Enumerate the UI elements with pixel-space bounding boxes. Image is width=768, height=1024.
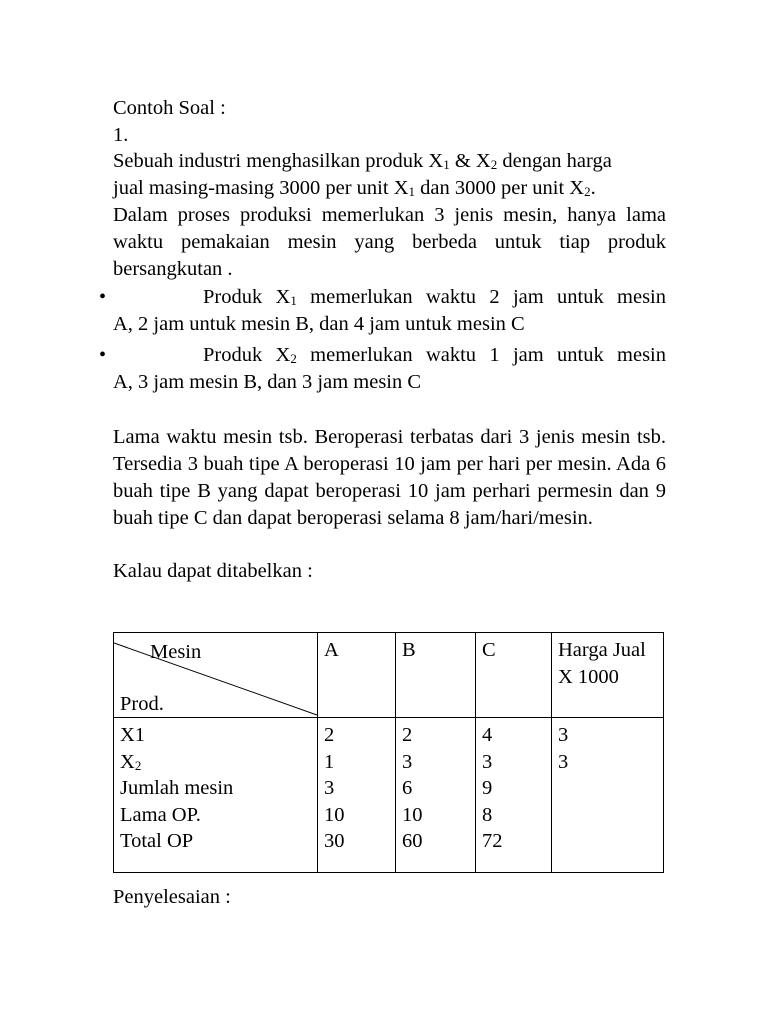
corner-label-prod: Prod.: [120, 693, 164, 715]
para4: Kalau dapat ditabelkan :: [113, 560, 313, 582]
header-price: Harga Jual X 1000: [552, 633, 664, 718]
problem-number: 1.: [113, 124, 129, 146]
header-b: B: [396, 633, 476, 718]
machine-table: [113, 632, 664, 873]
header-a: A: [318, 633, 396, 718]
heading: Contoh Soal :: [113, 97, 226, 119]
solution-heading: Penyelesaian :: [113, 886, 231, 908]
col-price-values: 3 3: [552, 718, 664, 873]
col-b-values: 2 3 6 10 60: [396, 718, 476, 873]
corner-cell: [114, 633, 318, 718]
bullet-2-marker: •: [99, 344, 107, 366]
para3: Lama waktu mesin tsb. Beroperasi terbatas dari 3 jenis mesin tsb. Tersedia 3 buah tipe A beroperasi 10 jam per hari per mesin. Ada 6 buah tipe B yang dapat beroperasi 10 jam perhari permesin dan 9 buah tipe C dan dapat beroperasi selama 8 jam/hari/mesin.: [113, 426, 666, 529]
header-c: C: [476, 633, 552, 718]
col-c-values: 4 3 9 8 72: [476, 718, 552, 873]
table-header-row: [114, 633, 664, 718]
col-a-values: 2 1 3 10 30: [318, 718, 396, 873]
para1-line1: Sebuah industri menghasilkan produk $X_1$ & $X_2$ dengan harga: [113, 150, 612, 172]
bullet-2-text: Produk $X_2$ memerlukan waktu 1 jam untuk mesin A, 3 jam mesin B, dan 3 jam mesin C: [113, 344, 666, 393]
para2: Dalam proses produksi memerlukan 3 jenis mesin, hanya lama waktu pemakaian mesin yang berbeda untuk tiap produk bersangkutan .: [113, 204, 666, 280]
corner-label-mesin: Mesin: [150, 641, 202, 663]
table-body-row: [114, 718, 664, 873]
bullet-1-marker: •: [99, 286, 107, 308]
row-labels: X1 $X_2$ Jumlah mesin Lama OP. Total OP: [114, 718, 318, 873]
para1-line2: jual masing-masing 3000 per unit $X_1$ dan 3000 per unit $X_2$.: [113, 177, 596, 199]
bullet-1-text: Produk $X_1$ memerlukan waktu 2 jam untuk mesin A, 2 jam untuk mesin B, dan 4 jam untuk mesin C: [113, 286, 666, 335]
